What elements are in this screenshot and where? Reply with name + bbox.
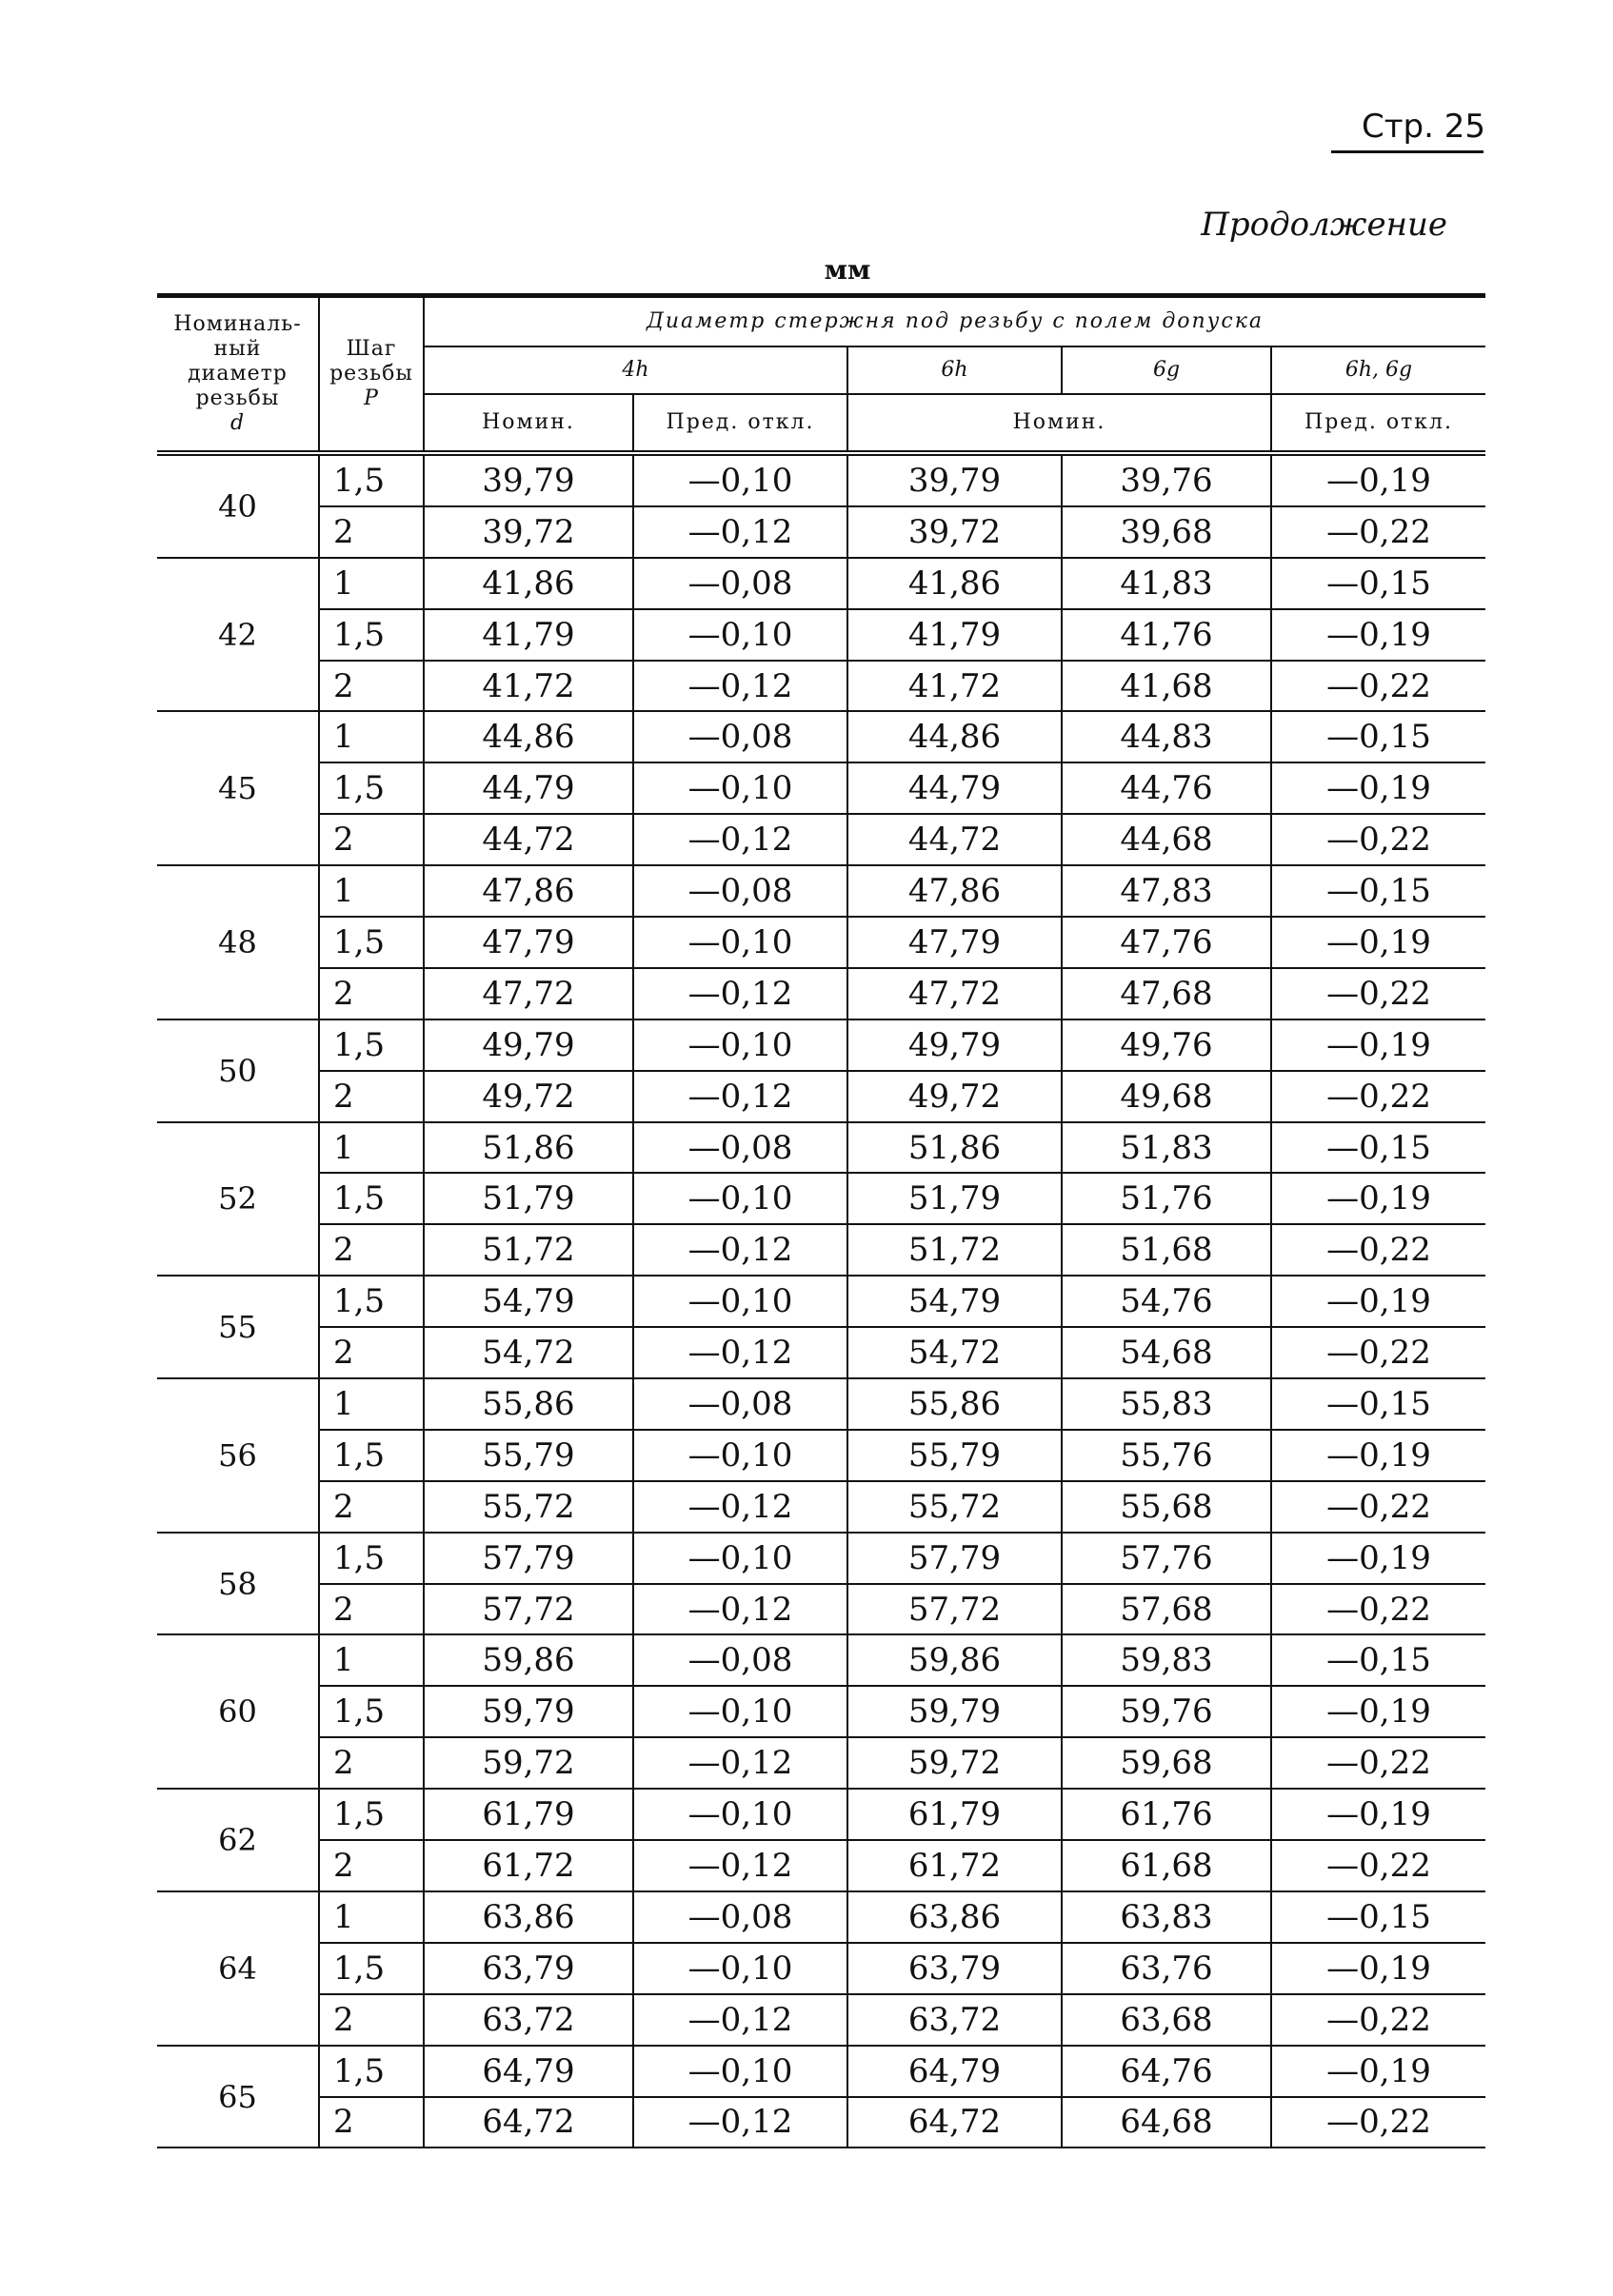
table-row — [157, 1327, 1485, 1378]
table-row — [157, 609, 1485, 661]
nominal-6g-cell: 49,76 — [1062, 1019, 1271, 1071]
nominal-4h-cell: 63,79 — [424, 1943, 633, 1994]
table-row — [157, 1224, 1485, 1276]
deviation-4h-cell: —0,12 — [633, 968, 847, 1019]
nominal-6h-cell: 49,79 — [847, 1019, 1062, 1071]
nominal-6g-cell: 39,76 — [1062, 453, 1271, 506]
deviation-4h-cell: —0,10 — [633, 1019, 847, 1071]
thread-table-wrap — [157, 293, 1485, 2142]
nominal-4h-cell: 55,79 — [424, 1430, 633, 1481]
nominal-4h-cell: 51,72 — [424, 1224, 633, 1276]
nominal-6h-cell: 47,72 — [847, 968, 1062, 1019]
nominal-4h-cell: 39,79 — [424, 453, 633, 506]
deviation-6h-6g-cell: —0,22 — [1271, 661, 1485, 712]
pitch-cell: 2 — [319, 1994, 424, 2046]
deviation-4h-cell: —0,08 — [633, 1378, 847, 1430]
table-row — [157, 711, 1485, 762]
deviation-4h-cell: —0,10 — [633, 1276, 847, 1327]
pitch-cell: 1 — [319, 558, 424, 609]
header-tolerance-6h: 6h — [847, 346, 1062, 394]
nominal-4h-cell: 63,72 — [424, 1994, 633, 2046]
nominal-4h-cell: 63,86 — [424, 1891, 633, 1943]
nominal-6h-cell: 54,72 — [847, 1327, 1062, 1378]
nominal-6h-cell: 57,72 — [847, 1584, 1062, 1635]
deviation-6h-6g-cell: —0,15 — [1271, 558, 1485, 609]
nominal-6h-cell: 59,79 — [847, 1686, 1062, 1737]
nominal-4h-cell: 55,86 — [424, 1378, 633, 1430]
nominal-diameter-cell: 52 — [157, 1122, 319, 1277]
nominal-diameter-cell: 65 — [157, 2046, 319, 2148]
nominal-4h-cell: 64,72 — [424, 2097, 633, 2148]
pitch-cell: 1 — [319, 1122, 424, 1174]
nominal-4h-cell: 51,86 — [424, 1122, 633, 1174]
nominal-6g-cell: 64,76 — [1062, 2046, 1271, 2097]
table-row — [157, 1943, 1485, 1994]
nominal-6h-cell: 41,86 — [847, 558, 1062, 609]
nominal-6g-cell: 57,76 — [1062, 1533, 1271, 1584]
page-number-rule — [1331, 150, 1484, 153]
deviation-4h-cell: —0,08 — [633, 711, 847, 762]
nominal-6h-cell: 64,72 — [847, 2097, 1062, 2148]
pitch-cell: 1 — [319, 865, 424, 917]
pitch-cell: 2 — [319, 1224, 424, 1276]
header-nominal-diameter-symbol: d — [229, 411, 246, 435]
deviation-4h-cell: —0,10 — [633, 2046, 847, 2097]
units-label: мм — [824, 254, 871, 286]
table-row — [157, 1789, 1485, 1840]
nominal-6h-cell: 44,86 — [847, 711, 1062, 762]
nominal-6g-cell: 41,83 — [1062, 558, 1271, 609]
nominal-6g-cell: 55,83 — [1062, 1378, 1271, 1430]
deviation-4h-cell: —0,10 — [633, 762, 847, 814]
nominal-4h-cell: 47,86 — [424, 865, 633, 917]
deviation-6h-6g-cell: —0,15 — [1271, 1122, 1485, 1174]
pitch-cell: 2 — [319, 814, 424, 865]
table-row — [157, 1533, 1485, 1584]
nominal-6h-cell: 41,79 — [847, 609, 1062, 661]
nominal-6g-cell: 59,68 — [1062, 1737, 1271, 1789]
table-row — [157, 762, 1485, 814]
nominal-diameter-cell: 48 — [157, 865, 319, 1019]
table-row — [157, 1019, 1485, 1071]
deviation-4h-cell: —0,08 — [633, 558, 847, 609]
nominal-6h-cell: 59,86 — [847, 1634, 1062, 1686]
deviation-4h-cell: —0,12 — [633, 1224, 847, 1276]
table-row — [157, 1686, 1485, 1737]
deviation-4h-cell: —0,12 — [633, 506, 847, 558]
nominal-6h-cell: 39,72 — [847, 506, 1062, 558]
deviation-6h-6g-cell: —0,22 — [1271, 2097, 1485, 2148]
nominal-6g-cell: 41,76 — [1062, 609, 1271, 661]
table-row — [157, 1378, 1485, 1430]
nominal-6g-cell: 59,83 — [1062, 1634, 1271, 1686]
pitch-cell: 2 — [319, 1327, 424, 1378]
table-row — [157, 1634, 1485, 1686]
table-row — [157, 2046, 1485, 2097]
header-rod-diameter: Диаметр стержня под резьбу с полем допуска — [424, 296, 1485, 347]
deviation-6h-6g-cell: —0,22 — [1271, 1840, 1485, 1891]
nominal-diameter-cell: 40 — [157, 453, 319, 558]
nominal-6g-cell: 63,83 — [1062, 1891, 1271, 1943]
nominal-4h-cell: 61,79 — [424, 1789, 633, 1840]
nominal-4h-cell: 54,72 — [424, 1327, 633, 1378]
table-row — [157, 2097, 1485, 2148]
deviation-4h-cell: —0,10 — [633, 1533, 847, 1584]
header-nominal-4h: Номин. — [424, 394, 633, 453]
nominal-6h-cell: 47,79 — [847, 917, 1062, 968]
deviation-4h-cell: —0,10 — [633, 453, 847, 506]
table-row — [157, 1173, 1485, 1224]
nominal-6g-cell: 54,76 — [1062, 1276, 1271, 1327]
pitch-cell: 1,5 — [319, 1019, 424, 1071]
header-nominal-6h-6g: Номин. — [847, 394, 1271, 453]
deviation-4h-cell: —0,12 — [633, 814, 847, 865]
deviation-4h-cell: —0,12 — [633, 1481, 847, 1533]
deviation-6h-6g-cell: —0,15 — [1271, 711, 1485, 762]
table-row — [157, 1994, 1485, 2046]
deviation-6h-6g-cell: —0,19 — [1271, 1019, 1485, 1071]
pitch-cell: 1,5 — [319, 1430, 424, 1481]
header-pitch-line: резьбы — [329, 362, 413, 386]
deviation-6h-6g-cell: —0,19 — [1271, 1789, 1485, 1840]
deviation-6h-6g-cell: —0,19 — [1271, 1533, 1485, 1584]
nominal-6g-cell: 55,68 — [1062, 1481, 1271, 1533]
nominal-4h-cell: 55,72 — [424, 1481, 633, 1533]
deviation-4h-cell: —0,12 — [633, 1840, 847, 1891]
nominal-4h-cell: 41,72 — [424, 661, 633, 712]
deviation-4h-cell: —0,12 — [633, 2097, 847, 2148]
nominal-6g-cell: 51,68 — [1062, 1224, 1271, 1276]
deviation-4h-cell: —0,10 — [633, 1430, 847, 1481]
deviation-6h-6g-cell: —0,22 — [1271, 1737, 1485, 1789]
table-row — [157, 1122, 1485, 1174]
pitch-cell: 1 — [319, 1634, 424, 1686]
nominal-4h-cell: 49,79 — [424, 1019, 633, 1071]
nominal-6g-cell: 49,68 — [1062, 1071, 1271, 1122]
deviation-4h-cell: —0,12 — [633, 1584, 847, 1635]
deviation-6h-6g-cell: —0,15 — [1271, 865, 1485, 917]
deviation-6h-6g-cell: —0,22 — [1271, 1224, 1485, 1276]
deviation-4h-cell: —0,08 — [633, 1891, 847, 1943]
nominal-diameter-cell: 58 — [157, 1533, 319, 1635]
nominal-4h-cell: 47,72 — [424, 968, 633, 1019]
nominal-6h-cell: 44,72 — [847, 814, 1062, 865]
nominal-4h-cell: 39,72 — [424, 506, 633, 558]
nominal-6g-cell: 54,68 — [1062, 1327, 1271, 1378]
header-tolerance-4h: 4h — [424, 346, 847, 394]
nominal-diameter-cell: 60 — [157, 1634, 319, 1789]
nominal-6h-cell: 51,86 — [847, 1122, 1062, 1174]
header-nominal-diameter-line: резьбы — [195, 386, 280, 410]
header-tolerance-6h-6g: 6h, 6g — [1271, 346, 1485, 394]
pitch-cell: 2 — [319, 1071, 424, 1122]
deviation-6h-6g-cell: —0,22 — [1271, 1584, 1485, 1635]
nominal-4h-cell: 44,72 — [424, 814, 633, 865]
header-nominal-diameter — [157, 296, 319, 454]
nominal-6h-cell: 47,86 — [847, 865, 1062, 917]
pitch-cell: 2 — [319, 968, 424, 1019]
continuation-label: Продолжение — [1201, 206, 1447, 244]
nominal-diameter-cell: 62 — [157, 1789, 319, 1891]
table-row — [157, 1276, 1485, 1327]
nominal-6h-cell: 51,79 — [847, 1173, 1062, 1224]
header-nominal-diameter-line: Номиналь- — [173, 312, 302, 336]
header-deviation-4h: Пред. откл. — [633, 394, 847, 453]
nominal-6h-cell: 63,86 — [847, 1891, 1062, 1943]
header-pitch-line: Шаг — [346, 337, 397, 361]
deviation-4h-cell: —0,12 — [633, 1994, 847, 2046]
nominal-4h-cell: 59,86 — [424, 1634, 633, 1686]
deviation-4h-cell: —0,08 — [633, 1122, 847, 1174]
nominal-6g-cell: 39,68 — [1062, 506, 1271, 558]
pitch-cell: 2 — [319, 2097, 424, 2148]
pitch-cell: 2 — [319, 506, 424, 558]
pitch-cell: 1,5 — [319, 2046, 424, 2097]
deviation-4h-cell: —0,10 — [633, 917, 847, 968]
nominal-diameter-cell: 42 — [157, 558, 319, 712]
nominal-6h-cell: 49,72 — [847, 1071, 1062, 1122]
pitch-cell: 1 — [319, 1378, 424, 1430]
nominal-4h-cell: 44,86 — [424, 711, 633, 762]
nominal-6g-cell: 63,76 — [1062, 1943, 1271, 1994]
table-row — [157, 968, 1485, 1019]
nominal-6h-cell: 39,79 — [847, 453, 1062, 506]
nominal-4h-cell: 57,79 — [424, 1533, 633, 1584]
pitch-cell: 1,5 — [319, 609, 424, 661]
deviation-4h-cell: —0,08 — [633, 1634, 847, 1686]
deviation-6h-6g-cell: —0,22 — [1271, 968, 1485, 1019]
deviation-4h-cell: —0,10 — [633, 1789, 847, 1840]
nominal-4h-cell: 59,72 — [424, 1737, 633, 1789]
pitch-cell: 1,5 — [319, 1173, 424, 1224]
nominal-diameter-cell: 55 — [157, 1276, 319, 1378]
pitch-cell: 1,5 — [319, 1533, 424, 1584]
header-deviation-6h-6g: Пред. откл. — [1271, 394, 1485, 453]
deviation-4h-cell: —0,10 — [633, 1943, 847, 1994]
header-pitch — [319, 296, 424, 454]
deviation-4h-cell: —0,12 — [633, 661, 847, 712]
table-row — [157, 1481, 1485, 1533]
nominal-6g-cell: 47,68 — [1062, 968, 1271, 1019]
nominal-diameter-cell: 45 — [157, 711, 319, 865]
page-number: Стр. 25 — [1361, 108, 1485, 146]
nominal-diameter-cell: 64 — [157, 1891, 319, 2046]
deviation-6h-6g-cell: —0,19 — [1271, 453, 1485, 506]
table-row — [157, 661, 1485, 712]
nominal-6g-cell: 44,68 — [1062, 814, 1271, 865]
table-row — [157, 558, 1485, 609]
table-row — [157, 865, 1485, 917]
nominal-6g-cell: 47,83 — [1062, 865, 1271, 917]
deviation-6h-6g-cell: —0,19 — [1271, 917, 1485, 968]
deviation-6h-6g-cell: —0,19 — [1271, 1430, 1485, 1481]
nominal-4h-cell: 44,79 — [424, 762, 633, 814]
nominal-4h-cell: 57,72 — [424, 1584, 633, 1635]
thread-diameter-table — [157, 293, 1485, 2148]
nominal-6h-cell: 61,79 — [847, 1789, 1062, 1840]
nominal-6g-cell: 44,76 — [1062, 762, 1271, 814]
nominal-4h-cell: 59,79 — [424, 1686, 633, 1737]
deviation-6h-6g-cell: —0,19 — [1271, 1276, 1485, 1327]
header-pitch-symbol: P — [364, 386, 379, 410]
pitch-cell: 1,5 — [319, 453, 424, 506]
deviation-6h-6g-cell: —0,22 — [1271, 1327, 1485, 1378]
deviation-6h-6g-cell: —0,15 — [1271, 1378, 1485, 1430]
nominal-6g-cell: 47,76 — [1062, 917, 1271, 968]
pitch-cell: 1,5 — [319, 917, 424, 968]
deviation-4h-cell: —0,08 — [633, 865, 847, 917]
table-row — [157, 453, 1485, 506]
pitch-cell: 2 — [319, 1840, 424, 1891]
pitch-cell: 2 — [319, 1481, 424, 1533]
deviation-4h-cell: —0,12 — [633, 1327, 847, 1378]
nominal-6h-cell: 44,79 — [847, 762, 1062, 814]
header-nominal-diameter-line: ный — [213, 337, 262, 361]
nominal-4h-cell: 61,72 — [424, 1840, 633, 1891]
table-row — [157, 1584, 1485, 1635]
pitch-cell: 1 — [319, 1891, 424, 1943]
nominal-6g-cell: 61,68 — [1062, 1840, 1271, 1891]
pitch-cell: 1,5 — [319, 1686, 424, 1737]
nominal-6h-cell: 51,72 — [847, 1224, 1062, 1276]
nominal-4h-cell: 41,86 — [424, 558, 633, 609]
nominal-6g-cell: 57,68 — [1062, 1584, 1271, 1635]
deviation-6h-6g-cell: —0,22 — [1271, 506, 1485, 558]
deviation-4h-cell: —0,12 — [633, 1071, 847, 1122]
deviation-6h-6g-cell: —0,15 — [1271, 1891, 1485, 1943]
nominal-6h-cell: 63,72 — [847, 1994, 1062, 2046]
nominal-6h-cell: 57,79 — [847, 1533, 1062, 1584]
nominal-6g-cell: 41,68 — [1062, 661, 1271, 712]
nominal-diameter-cell: 50 — [157, 1019, 319, 1122]
deviation-6h-6g-cell: —0,22 — [1271, 814, 1485, 865]
pitch-cell: 2 — [319, 1737, 424, 1789]
nominal-6g-cell: 64,68 — [1062, 2097, 1271, 2148]
pitch-cell: 1,5 — [319, 1789, 424, 1840]
nominal-6h-cell: 55,86 — [847, 1378, 1062, 1430]
nominal-6h-cell: 64,79 — [847, 2046, 1062, 2097]
nominal-6h-cell: 55,79 — [847, 1430, 1062, 1481]
deviation-6h-6g-cell: —0,19 — [1271, 1943, 1485, 1994]
pitch-cell: 1,5 — [319, 762, 424, 814]
table-row — [157, 1737, 1485, 1789]
nominal-6h-cell: 59,72 — [847, 1737, 1062, 1789]
table-row — [157, 506, 1485, 558]
deviation-6h-6g-cell: —0,19 — [1271, 1686, 1485, 1737]
nominal-6g-cell: 51,76 — [1062, 1173, 1271, 1224]
header-nominal-diameter-line: диаметр — [188, 362, 288, 386]
deviation-6h-6g-cell: —0,22 — [1271, 1071, 1485, 1122]
deviation-6h-6g-cell: —0,22 — [1271, 1481, 1485, 1533]
nominal-6h-cell: 54,79 — [847, 1276, 1062, 1327]
deviation-4h-cell: —0,12 — [633, 1737, 847, 1789]
nominal-6g-cell: 59,76 — [1062, 1686, 1271, 1737]
nominal-6h-cell: 41,72 — [847, 661, 1062, 712]
nominal-6g-cell: 63,68 — [1062, 1994, 1271, 2046]
deviation-4h-cell: —0,10 — [633, 609, 847, 661]
nominal-6g-cell: 61,76 — [1062, 1789, 1271, 1840]
table-row — [157, 1891, 1485, 1943]
table-row — [157, 1071, 1485, 1122]
nominal-4h-cell: 41,79 — [424, 609, 633, 661]
deviation-4h-cell: —0,10 — [633, 1173, 847, 1224]
nominal-6g-cell: 51,83 — [1062, 1122, 1271, 1174]
pitch-cell: 1 — [319, 711, 424, 762]
deviation-6h-6g-cell: —0,19 — [1271, 609, 1485, 661]
pitch-cell: 1,5 — [319, 1943, 424, 1994]
deviation-6h-6g-cell: —0,22 — [1271, 1994, 1485, 2046]
nominal-diameter-cell: 56 — [157, 1378, 319, 1533]
table-row — [157, 917, 1485, 968]
deviation-6h-6g-cell: —0,15 — [1271, 1634, 1485, 1686]
nominal-6g-cell: 44,83 — [1062, 711, 1271, 762]
pitch-cell: 2 — [319, 1584, 424, 1635]
nominal-6h-cell: 61,72 — [847, 1840, 1062, 1891]
table-body — [157, 453, 1485, 2148]
deviation-6h-6g-cell: —0,19 — [1271, 2046, 1485, 2097]
table-row — [157, 814, 1485, 865]
nominal-4h-cell: 64,79 — [424, 2046, 633, 2097]
deviation-6h-6g-cell: —0,19 — [1271, 762, 1485, 814]
deviation-4h-cell: —0,10 — [633, 1686, 847, 1737]
table-row — [157, 1840, 1485, 1891]
nominal-4h-cell: 51,79 — [424, 1173, 633, 1224]
table-row — [157, 1430, 1485, 1481]
nominal-6h-cell: 63,79 — [847, 1943, 1062, 1994]
nominal-6h-cell: 55,72 — [847, 1481, 1062, 1533]
nominal-4h-cell: 54,79 — [424, 1276, 633, 1327]
deviation-6h-6g-cell: —0,19 — [1271, 1173, 1485, 1224]
pitch-cell: 1,5 — [319, 1276, 424, 1327]
pitch-cell: 2 — [319, 661, 424, 712]
header-tolerance-6g: 6g — [1062, 346, 1271, 394]
nominal-4h-cell: 49,72 — [424, 1071, 633, 1122]
nominal-4h-cell: 47,79 — [424, 917, 633, 968]
nominal-6g-cell: 55,76 — [1062, 1430, 1271, 1481]
